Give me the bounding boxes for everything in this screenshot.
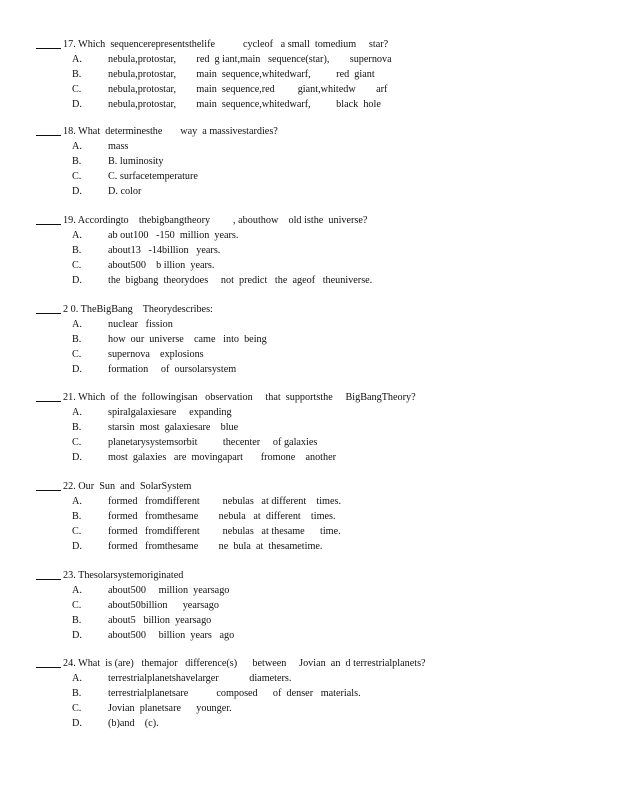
question-stem	[36, 390, 606, 405]
answer-blank[interactable]	[36, 313, 61, 314]
answer-option-c: C. about500 b illion years.	[72, 260, 215, 271]
answer-option-b: B. starsin most galaxiesare blue	[72, 422, 239, 433]
question-22	[36, 479, 606, 554]
question-stem	[36, 124, 606, 139]
answer-option-a: A. about500 million yearsago	[72, 585, 230, 596]
answer-option-a: A. spiralgalaxiesare expanding	[72, 407, 232, 418]
answer-blank[interactable]	[36, 667, 61, 668]
answer-option-a: A. ab out100 -150 million years.	[72, 230, 239, 241]
answer-option-b: B. terrestrialplanetsare composed of denser materials.	[72, 688, 361, 699]
answer-option-a: A. mass	[72, 141, 129, 152]
answer-option-d: D. about500 billion years ago	[72, 630, 235, 641]
question-text: 22. Our Sun and SolarSystem	[63, 481, 192, 492]
question-21	[36, 390, 606, 465]
answer-option-a: A. nebula,protostar, red g iant,main sequence(star), supernova	[72, 54, 392, 65]
answer-option-c: C. C. surfacetemperature	[72, 171, 198, 182]
question-19	[36, 213, 606, 288]
answer-option-c: C. about50billion yearsago	[72, 600, 219, 611]
question-17	[36, 37, 606, 112]
question-stem	[36, 37, 606, 52]
answer-option-d: D. the bigbang theorydoes not predict the ageof theuniverse.	[72, 275, 373, 286]
answer-option-a: A. nuclear fission	[72, 319, 173, 330]
answer-option-a: A. formed fromdifferent nebulas at different times.	[72, 496, 342, 507]
answer-option-c: C. Jovian planetsare younger.	[72, 703, 232, 714]
question-text: 17. Which sequencerepresentsthelife cycleof a small tomedium star?	[63, 39, 389, 50]
answer-option-d: D. nebula,protostar, main sequence,whitedwarf, black hole	[72, 99, 381, 110]
question-text: 19. Accordingto thebigbangtheory , abouthow old isthe universe?	[63, 215, 368, 226]
question-stem	[36, 302, 606, 317]
question-stem	[36, 656, 606, 671]
answer-option-c: C. formed fromdifferent nebulas at thesame time.	[72, 526, 341, 537]
answer-blank[interactable]	[36, 490, 61, 491]
question-text: 23. Thesolarsystemoriginated	[63, 570, 184, 581]
question-24	[36, 656, 606, 731]
answer-option-a: A. terrestrialplanetshavelarger diameters.	[72, 673, 292, 684]
question-text: 24. What is (are) themajor difference(s) between Jovian an d terrestrialplanets?	[63, 658, 426, 669]
question-stem	[36, 568, 606, 583]
answer-blank[interactable]	[36, 48, 61, 49]
question-stem	[36, 479, 606, 494]
answer-option-b: B. nebula,protostar, main sequence,whitedwarf, red giant	[72, 69, 375, 80]
answer-option-b: B. about5 billion yearsago	[72, 615, 212, 626]
answer-option-d: D. most galaxies are movingapart fromone another	[72, 452, 337, 463]
answer-blank[interactable]	[36, 135, 61, 136]
answer-option-b: B. about13 -14billion years.	[72, 245, 221, 256]
question-text: 2 0. TheBigBang Theorydescribes:	[63, 304, 213, 315]
answer-option-c: C. planetarysystemsorbit thecenter of galaxies	[72, 437, 318, 448]
answer-option-d: D. D. color	[72, 186, 142, 197]
answer-option-b: B. how our universe came into being	[72, 334, 267, 345]
answer-option-c: C. nebula,protostar, main sequence,red giant,whitedw arf	[72, 84, 388, 95]
question-text: 21. Which of the followingisan observation that supportsthe BigBangTheory?	[63, 392, 416, 403]
question-20	[36, 302, 606, 377]
answer-option-b: B. B. luminosity	[72, 156, 164, 167]
answer-blank[interactable]	[36, 224, 61, 225]
answer-option-b: B. formed fromthesame nebula at different times.	[72, 511, 336, 522]
question-text: 18. What determinesthe way a massivestardies?	[63, 126, 278, 137]
question-18	[36, 124, 606, 199]
question-stem	[36, 213, 606, 228]
answer-blank[interactable]	[36, 579, 61, 580]
answer-blank[interactable]	[36, 401, 61, 402]
answer-option-d: D. formation of oursolarsystem	[72, 364, 237, 375]
question-23	[36, 568, 606, 643]
answer-option-c: C. supernova explosions	[72, 349, 204, 360]
answer-option-d: D. (b)and (c).	[72, 718, 159, 729]
answer-option-d: D. formed fromthesame ne bula at thesametime.	[72, 541, 323, 552]
